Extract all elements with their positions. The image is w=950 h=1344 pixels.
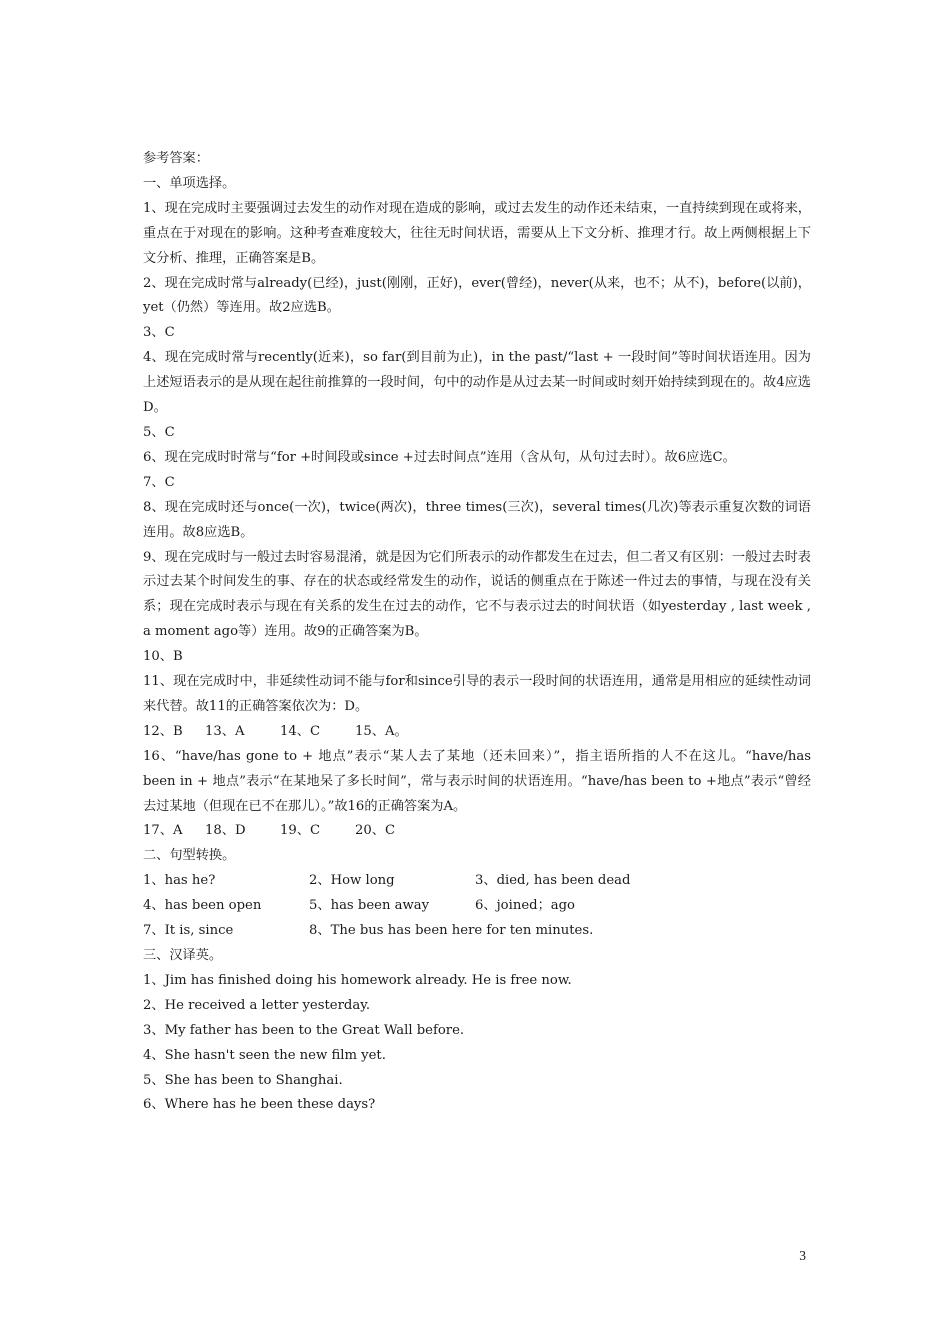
answer-1: 1、现在完成时主要强调过去发生的动作对现在造成的影响，或过去发生的动作还未结束，一直持续到现在或将来，重点在于对现在的影响。这种考查难度较大，往往无时间状语，需要从上下文分析、推理才行。故上两侧根据上下文分析、推理，正确答案是B。 — [143, 200, 811, 266]
answer-key-content — [143, 147, 811, 1118]
transform-answer: 3、died, has been dead — [475, 873, 631, 889]
answer-8: 8、现在完成时还与once(一次)，twice(两次)，three times(三次)，several times(几次)等表示重复次数的词语连用。故8应选B。 — [143, 499, 811, 540]
section-title-sentence-transform: 二、句型转换。 — [143, 848, 236, 864]
answer-20: 20、C — [355, 823, 396, 839]
transform-answer: 6、joined；ago — [475, 898, 575, 914]
transform-row — [143, 919, 811, 944]
answer-2: 2、现在完成时常与already(已经)，just(刚刚，正好)，ever(曾经)，never(从来，也不；从不)，before(以前)， yet（仍然）等连用。故2应选B。 — [143, 275, 811, 316]
answer-5: 5、C — [143, 424, 175, 440]
section-title-translation: 三、汉译英。 — [143, 948, 223, 963]
answer-18: 18、D — [205, 823, 246, 839]
answer-7: 7、C — [143, 474, 175, 490]
answer-17: 17、A — [143, 823, 183, 839]
transform-answer: 4、has been open — [143, 898, 262, 914]
answer-4: 4、现在完成时常与recently(近来)，so far(到目前为止)，in the past/“last + 一段时间”等时间状语连用。因为上述短语表示的是从现在起往前推算的一段时间，句中的动作是从过去某一时间或时刻开始持续到现在的。故4应选D。 — [143, 350, 811, 416]
answer-3: 3、C — [143, 325, 175, 341]
translation-answer: 3、My father has been to the Great Wall before. — [143, 1022, 465, 1038]
translation-answer: 6、Where has he been these days? — [143, 1097, 376, 1113]
transform-answer: 1、has he? — [143, 873, 216, 889]
page-number: 3 — [799, 1248, 806, 1263]
translation-answer: 5、She has been to Shanghai. — [143, 1072, 343, 1088]
answer-10: 10、B — [143, 649, 183, 665]
section-title-multiple-choice: 一、单项选择。 — [143, 175, 236, 191]
answer-6: 6、现在完成时时常与“for +时间段或since +过去时间点”连用（含从句，从句过去时）。故6应选C。 — [143, 449, 736, 465]
answers-17-20 — [143, 819, 811, 844]
answer-14: 14、C — [280, 723, 321, 739]
transform-row — [143, 894, 811, 919]
translation-answer: 1、Jim has finished doing his homework already. He is free now. — [143, 972, 572, 988]
transform-answer: 7、It is, since — [143, 923, 234, 939]
answers-12-15 — [143, 720, 811, 745]
answer-16: 16、“have/has gone to + 地点”表示“某人去了某地（还未回来）”，指主语所指的人不在这儿。“have/has been in + 地点”表示“在某地呆了多长时间”，常与表示时间的状语连用。“have/has been to +地点”表示“曾经去过某地（但现在已不在那儿）。”故16的正确答案为A。 — [143, 748, 811, 814]
transform-answer: 5、has been away — [309, 898, 430, 914]
answer-9: 9、现在完成时与一般过去时容易混淆，就是因为它们所表示的动作都发生在过去，但二者又有区别：一般过去时表示过去某个时间发生的事、存在的状态或经常发生的动作，说话的侧重点在于陈述一件过去的事情，与现在没有关系；现在完成时表示与现在有关系的发生在过去的动作，它不与表示过去的时间状语（如yesterday , last week , a moment ago等）连用。故9的正确答案为B。 — [143, 549, 811, 640]
transform-answer: 2、How long — [309, 873, 395, 889]
answer-12: 12、B — [143, 723, 183, 739]
answer-13: 13、A — [205, 723, 245, 739]
transform-row — [143, 869, 811, 894]
transform-answer: 8、The bus has been here for ten minutes. — [309, 923, 594, 939]
answer-19: 19、C — [280, 823, 321, 839]
translation-answer: 2、He received a letter yesterday. — [143, 997, 371, 1013]
translation-answer: 4、She hasn't seen the new film yet. — [143, 1047, 386, 1063]
answer-heading: 参考答案： — [143, 151, 209, 166]
answer-15: 15、A。 — [355, 723, 408, 739]
answer-11: 11、现在完成时中，非延续性动词不能与for和since引导的表示一段时间的状语连用，通常是用相应的延续性动词来代替。故11的正确答案依次为：D。 — [143, 674, 811, 714]
